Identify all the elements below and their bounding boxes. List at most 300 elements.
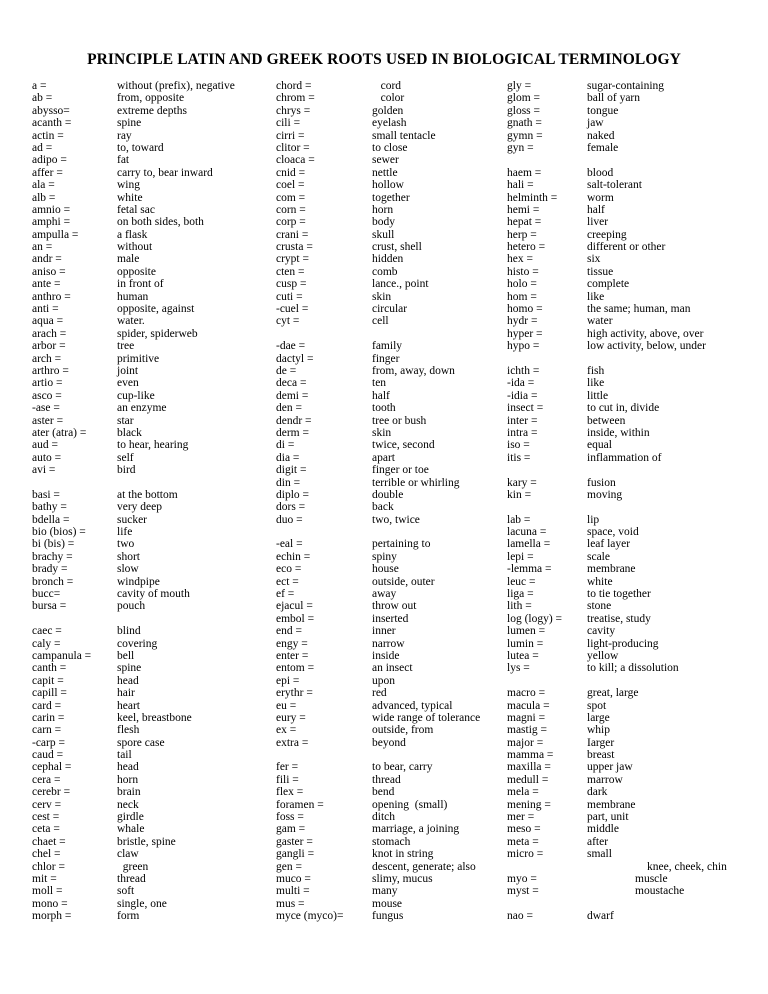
root-meaning: girdle [117,811,144,824]
root-entry [507,216,727,228]
root-term: macula = [507,699,550,712]
root-term: dactyl = [276,352,314,365]
root-term: brady = [32,563,68,576]
root-entry [32,885,235,897]
root-meaning: comb [372,265,398,278]
root-meaning: slow [117,563,139,576]
root-term [507,861,587,873]
root-entry [32,105,235,117]
root-term: ampulla = [32,228,79,241]
root-meaning: windpipe [117,575,160,588]
root-entry [32,687,235,699]
root-term: -lemma = [507,563,552,576]
root-entry [32,167,235,179]
root-meaning: worm [587,191,614,204]
root-term: flex = [276,786,304,799]
root-term: brachy = [32,550,73,563]
root-meaning: spider, spiderweb [117,327,198,340]
root-term: chrom = [276,92,315,105]
root-term: cyt = [276,315,300,328]
root-term: demi = [276,389,309,402]
root-meaning: green [117,860,149,873]
root-term: amnio = [32,203,71,216]
root-term: ab = [32,92,53,105]
root-meaning: bird [117,464,136,477]
root-meaning: wide range of tolerance [372,711,481,724]
root-entry [507,774,727,786]
root-entry [32,910,235,922]
root-term: gnath = [507,117,542,130]
root-meaning: cavity of mouth [117,588,190,601]
root-entry [507,600,727,612]
root-meaning: mouse [372,897,403,910]
root-meaning: yellow [587,649,619,662]
root-entry [32,576,235,588]
root-entry [276,390,480,402]
root-entry [507,452,727,464]
root-entry [32,526,235,538]
root-meaning: slimy, mucus [372,873,433,885]
root-term: myce (myco)= [276,910,344,923]
root-entry [32,291,235,303]
root-term: inter = [507,414,538,427]
root-term: bucc= [32,588,61,601]
root-term: gangli = [276,848,315,861]
root-entry [32,328,235,340]
root-term: bio (bios) = [32,526,86,539]
root-meaning: black [117,426,142,439]
root-meaning: stomach [372,835,411,848]
root-entry [276,117,480,129]
root-entry [276,291,480,303]
root-meaning: tree or bush [372,414,427,427]
root-entry [32,315,235,327]
root-entry [507,229,727,241]
root-term: enter = [276,649,309,662]
root-term: gen = [276,860,302,873]
root-meaning: skull [372,228,395,241]
root-meaning: hollow [372,179,404,192]
root-entry [507,848,727,860]
root-entry [276,538,480,550]
root-entry [507,390,727,402]
root-meaning: the same; human, man [587,303,691,316]
root-entry [507,538,727,550]
root-meaning: between [587,414,626,427]
root-meaning: upper jaw [587,761,633,774]
root-term: cloaca = [276,154,315,167]
group-spacer [507,501,727,513]
root-meaning: together [372,191,410,204]
root-meaning: whip [587,724,610,737]
root-meaning: low activity, below, under [587,340,706,353]
root-entry [32,514,235,526]
root-entry [32,811,235,823]
root-term: dors = [276,501,306,514]
roots-column-1 [32,80,235,923]
root-meaning: beyond [372,736,406,749]
root-meaning: even [117,377,139,390]
root-meaning: light-producing [587,637,659,650]
root-term: eury = [276,711,306,724]
root-entry [507,192,727,204]
root-entry [276,415,480,427]
root-term: a = [32,80,47,92]
root-meaning: different or other [587,241,666,254]
root-meaning: sewer [372,154,399,167]
root-term: clitor = [276,141,310,154]
root-entry [276,266,480,278]
root-term: alb = [32,191,56,204]
group-spacer [276,749,480,761]
root-term: ef = [276,588,295,601]
root-entry [507,253,727,265]
root-term: lamella = [507,538,551,551]
root-meaning: short [117,550,140,563]
root-entry [276,92,480,104]
root-meaning: back [372,501,394,514]
root-entry [32,303,235,315]
root-entry [32,700,235,712]
root-meaning: soft [117,885,135,898]
root-entry [507,241,727,253]
root-term: gam = [276,823,306,836]
root-meaning: self [117,451,134,464]
root-entry [507,761,727,773]
root-meaning: opening (small) [372,798,448,811]
root-meaning: red [372,687,387,700]
root-term: engy = [276,637,308,650]
root-term: haem = [507,166,542,179]
root-entry [276,130,480,142]
root-term: echin = [276,550,311,563]
root-entry [276,700,480,712]
root-meaning: great, large [587,687,639,700]
root-entry [507,576,727,588]
root-meaning: blind [117,625,141,638]
root-entry [32,229,235,241]
root-term: kary = [507,476,537,489]
root-entry [32,489,235,501]
root-entry [276,365,480,377]
root-entry [276,204,480,216]
root-term: bdella = [32,513,70,526]
root-entry [32,452,235,464]
root-meaning: after [587,835,609,848]
root-term: din = [276,476,301,489]
root-meaning: color [372,92,405,105]
root-term: hydr = [507,315,538,328]
root-term: muco = [276,873,311,885]
root-term: cerebr = [32,786,71,799]
root-entry [507,786,727,798]
root-meaning: stone [587,600,612,613]
root-entry [32,216,235,228]
root-entry [507,588,727,600]
root-entry [276,885,480,897]
root-meaning: bell [117,649,135,662]
root-entry [276,873,480,885]
root-term: aud = [32,439,58,452]
root-entry [276,563,480,575]
root-meaning: body [372,216,395,229]
root-term: arach = [32,327,67,340]
root-meaning: joint [117,364,139,377]
root-meaning: small [587,848,612,861]
root-term: chaet = [32,835,66,848]
root-entry [32,662,235,674]
root-term: homo = [507,303,543,316]
root-term: gyn = [507,141,534,154]
root-entry [507,823,727,835]
root-entry [276,910,480,922]
root-meaning: blood [587,166,614,179]
group-spacer [276,328,480,340]
root-entry [507,117,727,129]
root-meaning: marriage, a joining [372,823,460,836]
root-entry [276,576,480,588]
roots-column-3 [507,80,727,923]
root-term: lumen = [507,625,546,638]
root-meaning: outside, from [372,724,434,737]
root-entry [507,415,727,427]
root-term: carn = [32,724,62,737]
root-entry [507,291,727,303]
root-term: lepi = [507,550,534,563]
root-entry [507,303,727,315]
root-meaning: thread [117,873,146,885]
root-entry [32,390,235,402]
root-term: arbor = [32,340,66,353]
root-entry [32,799,235,811]
root-term: bronch = [32,575,74,588]
root-meaning: at the bottom [117,488,178,501]
page-title: PRINCIPLE LATIN AND GREEK ROOTS USED IN BIOLOGICAL TERMINOLOGY [87,51,681,68]
root-term: anti = [32,303,59,316]
root-entry [507,402,727,414]
root-term: derm = [276,426,309,439]
root-term: -dae = [276,340,306,353]
root-meaning: cup-like [117,389,155,402]
root-entry [507,167,727,179]
root-entry [507,315,727,327]
root-entry [32,439,235,451]
root-meaning: a flask [117,228,148,241]
root-entry [276,836,480,848]
root-meaning: head [117,674,139,687]
root-meaning: Iarger [587,736,615,749]
root-term: andr = [32,253,62,266]
root-meaning: spiny [372,550,397,563]
root-meaning: fish [587,364,605,377]
root-term: digit = [276,464,307,477]
root-entry [507,811,727,823]
root-term: medull = [507,773,549,786]
root-entry [276,712,480,724]
root-meaning: star [117,414,134,427]
root-meaning: human [117,290,149,303]
root-entry [276,477,480,489]
root-meaning: dwarf [587,910,614,923]
root-meaning: fat [117,154,130,167]
root-term: hom = [507,290,537,303]
root-meaning: white [117,191,143,204]
root-meaning: head [117,761,139,774]
root-term: macro = [507,687,546,700]
root-entry [276,105,480,117]
root-meaning: small tentacle [372,129,436,142]
root-meaning: breast [587,749,615,762]
root-entry [507,340,727,352]
root-meaning: knot in string [372,848,434,861]
root-entry [276,650,480,662]
root-meaning: like [587,377,605,390]
root-meaning: to hear, hearing [117,439,189,452]
root-meaning: lip [587,513,600,526]
root-term: ater (atra) = [32,426,87,439]
root-term: bi (bis) = [32,538,75,551]
root-entry [276,142,480,154]
root-term: actin = [32,129,64,142]
root-entry [32,737,235,749]
root-term: acanth = [32,117,72,130]
root-entry [507,278,727,290]
root-term: an = [32,241,53,254]
root-entry [32,241,235,253]
root-term: caec = [32,625,62,638]
root-meaning: part, unit [587,811,629,824]
root-entry [507,873,727,885]
root-term: di = [276,439,295,452]
root-term: corn = [276,203,306,216]
root-meaning: to tie together [587,588,651,601]
root-entry [276,823,480,835]
root-entry [507,700,727,712]
root-term: fili = [276,773,299,786]
root-meaning: ray [117,129,132,142]
root-term: de = [276,364,297,377]
root-meaning: primitive [117,352,160,365]
root-meaning: fusion [587,476,616,489]
root-meaning: inflammation of [587,451,662,464]
root-entry [276,675,480,687]
root-meaning: inserted [372,612,409,625]
root-meaning: marrow [587,773,623,786]
root-meaning: neck [117,798,139,811]
root-entry [32,538,235,550]
root-term: fer = [276,761,299,774]
root-meaning: moving [587,488,623,501]
root-meaning: to bear, carry [372,761,433,774]
root-entry [32,712,235,724]
group-spacer [32,477,235,489]
root-term: histo = [507,265,539,278]
root-entry [276,786,480,798]
root-term: entom = [276,662,315,675]
root-meaning: tail [117,749,132,762]
root-meaning: thread [372,773,401,786]
root-meaning: twice, second [372,439,435,452]
root-meaning: equal [587,439,612,452]
root-term: ex = [276,724,297,737]
root-term: holo = [507,278,537,291]
root-meaning: wing [117,179,140,192]
root-entry [276,241,480,253]
root-term: ante = [32,278,61,291]
root-meaning: form [117,910,140,923]
root-meaning: without (prefix), negative [117,80,235,92]
root-entry [507,737,727,749]
root-meaning: bristle, spine [117,835,176,848]
root-term: basi = [32,488,60,501]
root-term: deca = [276,377,307,390]
root-term: hemi = [507,203,540,216]
root-term: mer = [507,811,535,824]
root-meaning: without [117,241,153,254]
root-meaning: horn [372,203,394,216]
root-meaning: keel, breastbone [117,711,192,724]
root-term: leuc = [507,575,536,588]
root-meaning: female [587,141,619,154]
root-term: morph = [32,910,72,923]
root-term: gymn = [507,129,543,142]
root-meaning: an insect [372,662,413,675]
root-meaning: knee, cheek, chin [647,860,727,873]
root-term: ala = [32,179,55,192]
root-entry [507,836,727,848]
root-term: epi = [276,674,300,687]
root-term: mening = [507,798,551,811]
root-entry [276,737,480,749]
root-meaning: terrible or whirling [372,476,460,489]
root-term: card = [32,699,62,712]
root-term: major = [507,736,544,749]
root-meaning: male [117,253,140,266]
root-meaning: little [587,389,609,402]
root-meaning: flesh [117,724,140,737]
root-term: caud = [32,749,64,762]
root-term: abysso= [32,104,70,117]
root-entry [276,439,480,451]
root-meaning: to close [372,141,408,154]
root-term: myo = [507,873,537,885]
root-entry [32,501,235,513]
root-meaning: inside [372,649,400,662]
root-term: hyper = [507,327,543,340]
root-meaning: half [587,203,605,216]
root-entry [276,179,480,191]
root-entry [276,861,480,873]
root-meaning: liver [587,216,609,229]
root-term: erythr = [276,687,313,700]
root-entry [32,724,235,736]
root-entry [507,92,727,104]
root-meaning: crust, shell [372,241,422,254]
root-meaning: house [372,563,399,576]
root-entry [507,439,727,451]
root-meaning: many [372,885,398,898]
root-entry [507,477,727,489]
root-entry [276,303,480,315]
root-entry [32,340,235,352]
root-term: ad = [32,141,53,154]
root-term: ceta = [32,823,60,836]
root-term: aqua = [32,315,64,328]
root-entry [276,80,480,92]
root-entry [32,415,235,427]
root-entry [507,885,727,897]
root-meaning: extreme depths [117,104,187,117]
